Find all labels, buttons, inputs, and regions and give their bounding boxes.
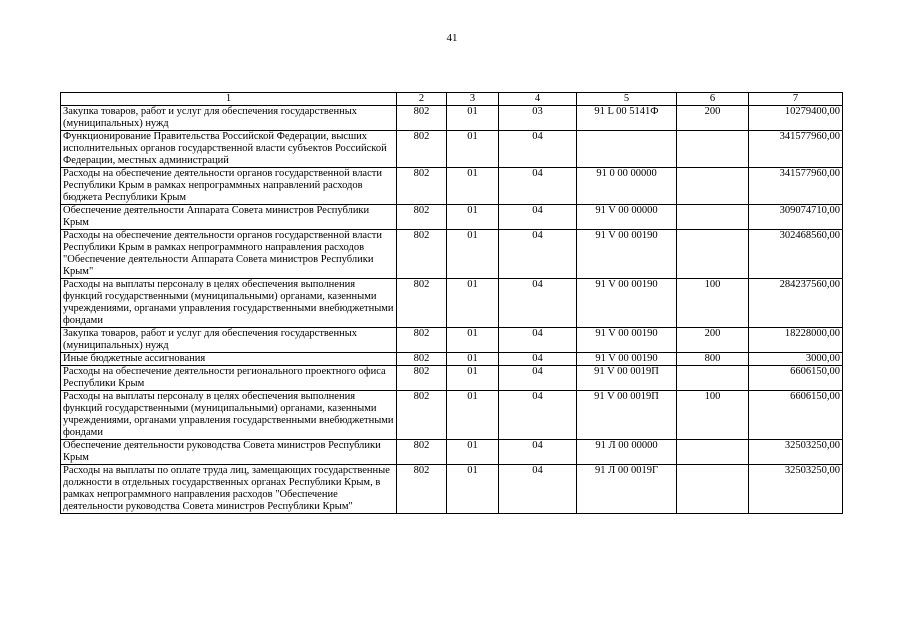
column-header: 1 bbox=[61, 93, 397, 106]
expense-name-cell: Расходы на выплаты персоналу в целях обеспечения выполнения функций государственными (муниципальными) органами, казенными учреждениями, органами управления государственными внебюджетными фондами bbox=[61, 279, 397, 328]
table-body bbox=[61, 106, 843, 514]
section-code-cell: 01 bbox=[447, 230, 499, 279]
grbs-code-cell: 802 bbox=[397, 465, 447, 514]
section-code-cell: 01 bbox=[447, 328, 499, 353]
section-code-cell: 01 bbox=[447, 106, 499, 131]
expense-name-cell: Расходы на выплаты персоналу в целях обеспечения выполнения функций государственными (муниципальными) органами, казенными учреждениями, органами управления государственными внебюджетными фондами bbox=[61, 391, 397, 440]
grbs-code-cell: 802 bbox=[397, 106, 447, 131]
amount-cell: 284237560,00 bbox=[749, 279, 843, 328]
expense-type-cell: 800 bbox=[677, 353, 749, 366]
amount-cell: 32503250,00 bbox=[749, 465, 843, 514]
expense-name-cell: Расходы на обеспечение деятельности органов государственной власти Республики Крым в рамках непрограммных направлений расходов бюджета Республики Крым bbox=[61, 168, 397, 205]
amount-cell: 3000,00 bbox=[749, 353, 843, 366]
expense-type-cell bbox=[677, 366, 749, 391]
column-header: 4 bbox=[499, 93, 577, 106]
grbs-code-cell: 802 bbox=[397, 279, 447, 328]
expense-type-cell bbox=[677, 131, 749, 168]
expense-name-cell: Расходы на выплаты по оплате труда лиц, замещающих государственные должности в отдельных государственных органах Республики Крым, в рамках непрограммного направления расходов "Обеспечение деятельности руководства Совета министров Республики Крым" bbox=[61, 465, 397, 514]
target-article-cell: 91 L 00 5141Ф bbox=[577, 106, 677, 131]
expense-type-cell bbox=[677, 465, 749, 514]
amount-cell: 302468560,00 bbox=[749, 230, 843, 279]
amount-cell: 6606150,00 bbox=[749, 391, 843, 440]
target-article-cell: 91 V 00 00000 bbox=[577, 205, 677, 230]
amount-cell: 10279400,00 bbox=[749, 106, 843, 131]
grbs-code-cell: 802 bbox=[397, 168, 447, 205]
expense-name-cell: Расходы на обеспечение деятельности органов государственной власти Республики Крым в рамках непрограммного направления расходов "Обеспечение деятельности Аппарата Совета министров Республики Крым" bbox=[61, 230, 397, 279]
table-row bbox=[61, 465, 843, 514]
expense-type-cell: 100 bbox=[677, 391, 749, 440]
target-article-cell: 91 Л 00 00000 bbox=[577, 440, 677, 465]
target-article-cell: 91 0 00 00000 bbox=[577, 168, 677, 205]
subsection-code-cell: 04 bbox=[499, 328, 577, 353]
section-code-cell: 01 bbox=[447, 353, 499, 366]
section-code-cell: 01 bbox=[447, 465, 499, 514]
target-article-cell: 91 V 00 0019П bbox=[577, 366, 677, 391]
target-article-cell bbox=[577, 131, 677, 168]
table-row bbox=[61, 328, 843, 353]
target-article-cell: 91 V 00 00190 bbox=[577, 279, 677, 328]
column-header: 6 bbox=[677, 93, 749, 106]
expense-name-cell: Закупка товаров, работ и услуг для обеспечения государственных (муниципальных) нужд bbox=[61, 328, 397, 353]
target-article-cell: 91 V 00 00190 bbox=[577, 230, 677, 279]
grbs-code-cell: 802 bbox=[397, 391, 447, 440]
expense-name-cell: Обеспечение деятельности руководства Совета министров Республики Крым bbox=[61, 440, 397, 465]
section-code-cell: 01 bbox=[447, 168, 499, 205]
target-article-cell: 91 V 00 00190 bbox=[577, 328, 677, 353]
column-header: 5 bbox=[577, 93, 677, 106]
grbs-code-cell: 802 bbox=[397, 230, 447, 279]
grbs-code-cell: 802 bbox=[397, 440, 447, 465]
table-row bbox=[61, 279, 843, 328]
budget-table bbox=[60, 92, 843, 514]
subsection-code-cell: 04 bbox=[499, 391, 577, 440]
expense-type-cell bbox=[677, 168, 749, 205]
section-code-cell: 01 bbox=[447, 440, 499, 465]
expense-type-cell bbox=[677, 440, 749, 465]
subsection-code-cell: 04 bbox=[499, 131, 577, 168]
table-row bbox=[61, 366, 843, 391]
subsection-code-cell: 04 bbox=[499, 279, 577, 328]
amount-cell: 6606150,00 bbox=[749, 366, 843, 391]
section-code-cell: 01 bbox=[447, 279, 499, 328]
section-code-cell: 01 bbox=[447, 131, 499, 168]
column-header: 7 bbox=[749, 93, 843, 106]
target-article-cell: 91 V 00 00190 bbox=[577, 353, 677, 366]
header-row bbox=[61, 93, 843, 106]
section-code-cell: 01 bbox=[447, 366, 499, 391]
page-number: 41 bbox=[446, 32, 458, 44]
expense-type-cell: 200 bbox=[677, 106, 749, 131]
subsection-code-cell: 04 bbox=[499, 440, 577, 465]
expense-name-cell: Обеспечение деятельности Аппарата Совета министров Республики Крым bbox=[61, 205, 397, 230]
column-header: 2 bbox=[397, 93, 447, 106]
subsection-code-cell: 04 bbox=[499, 168, 577, 205]
grbs-code-cell: 802 bbox=[397, 328, 447, 353]
expense-type-cell: 200 bbox=[677, 328, 749, 353]
subsection-code-cell: 04 bbox=[499, 366, 577, 391]
expense-name-cell: Закупка товаров, работ и услуг для обеспечения государственных (муниципальных) нужд bbox=[61, 106, 397, 131]
grbs-code-cell: 802 bbox=[397, 131, 447, 168]
expense-name-cell: Расходы на обеспечение деятельности регионального проектного офиса Республики Крым bbox=[61, 366, 397, 391]
subsection-code-cell: 04 bbox=[499, 230, 577, 279]
table-row bbox=[61, 106, 843, 131]
table-row bbox=[61, 230, 843, 279]
amount-cell: 309074710,00 bbox=[749, 205, 843, 230]
table-row bbox=[61, 131, 843, 168]
grbs-code-cell: 802 bbox=[397, 366, 447, 391]
amount-cell: 18228000,00 bbox=[749, 328, 843, 353]
expense-name-cell: Функционирование Правительства Российской Федерации, высших исполнительных органов государственной власти субъектов Российской Федерации, местных администраций bbox=[61, 131, 397, 168]
subsection-code-cell: 04 bbox=[499, 465, 577, 514]
expense-type-cell: 100 bbox=[677, 279, 749, 328]
table-row bbox=[61, 440, 843, 465]
amount-cell: 341577960,00 bbox=[749, 168, 843, 205]
subsection-code-cell: 04 bbox=[499, 205, 577, 230]
subsection-code-cell: 04 bbox=[499, 353, 577, 366]
table-row bbox=[61, 168, 843, 205]
grbs-code-cell: 802 bbox=[397, 353, 447, 366]
expense-type-cell bbox=[677, 205, 749, 230]
table-row bbox=[61, 205, 843, 230]
grbs-code-cell: 802 bbox=[397, 205, 447, 230]
section-code-cell: 01 bbox=[447, 205, 499, 230]
table-row bbox=[61, 391, 843, 440]
expense-type-cell bbox=[677, 230, 749, 279]
table-row bbox=[61, 353, 843, 366]
amount-cell: 341577960,00 bbox=[749, 131, 843, 168]
expense-name-cell: Иные бюджетные ассигнования bbox=[61, 353, 397, 366]
section-code-cell: 01 bbox=[447, 391, 499, 440]
target-article-cell: 91 Л 00 0019Г bbox=[577, 465, 677, 514]
target-article-cell: 91 V 00 0019П bbox=[577, 391, 677, 440]
amount-cell: 32503250,00 bbox=[749, 440, 843, 465]
column-header: 3 bbox=[447, 93, 499, 106]
subsection-code-cell: 03 bbox=[499, 106, 577, 131]
